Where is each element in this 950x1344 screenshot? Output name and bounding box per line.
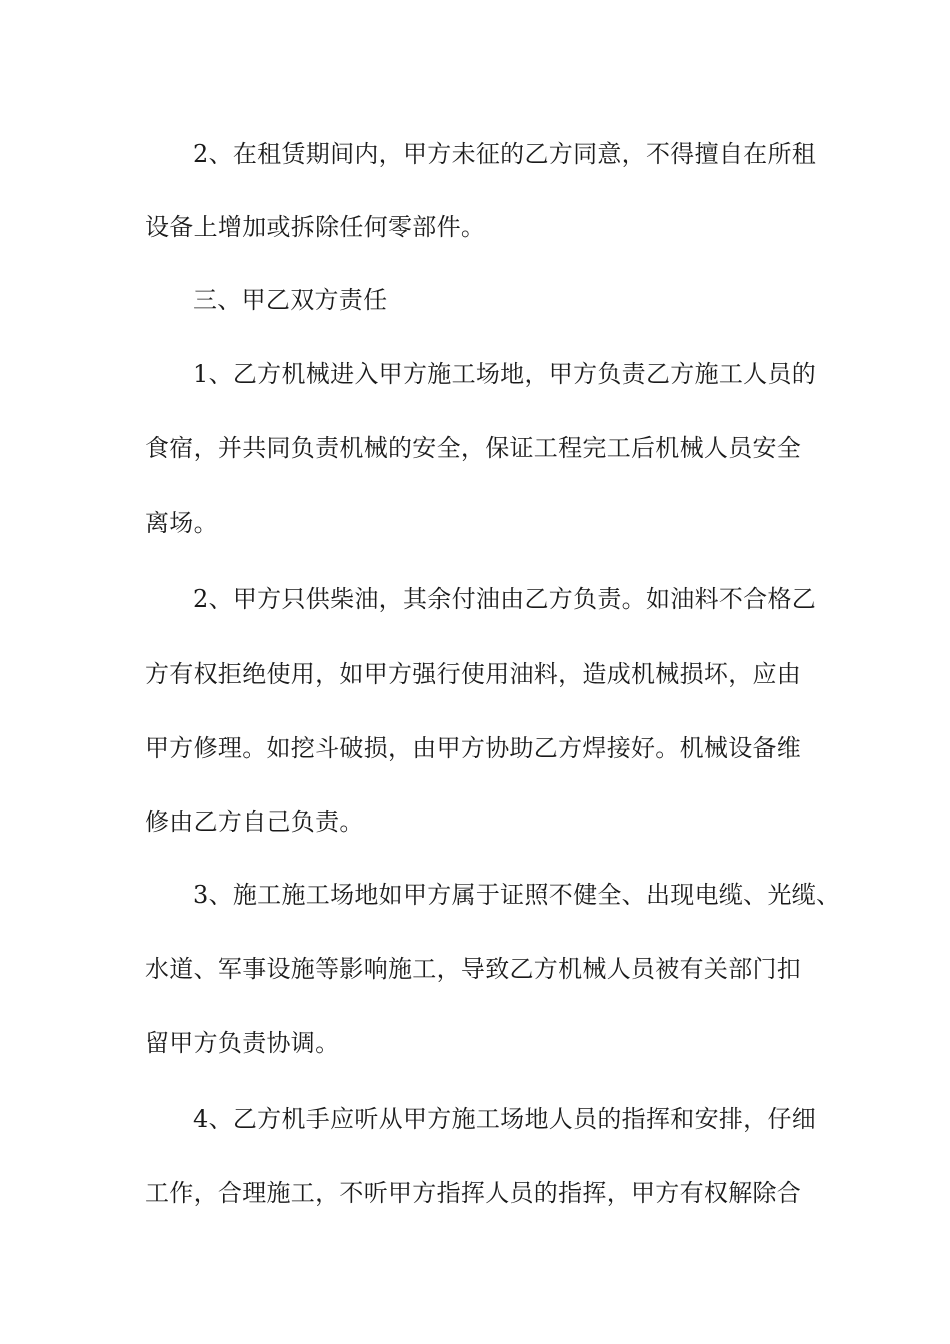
paragraph-5-line-2: 工作，合理施工，不听甲方指挥人员的指挥，甲方有权解除合 (145, 1179, 802, 1207)
paragraph-2-line-3: 离场。 (145, 509, 218, 537)
paragraph-3-line-3: 甲方修理。如挖斗破损，由甲方协助乙方焊接好。机械设备维 (145, 734, 802, 762)
paragraph-1-line-1: 2、在租赁期间内，甲方未征的乙方同意，不得擅自在所租 (193, 140, 817, 168)
paragraph-5-line-1: 4、乙方机手应听从甲方施工场地人员的指挥和安排，仔细 (193, 1105, 817, 1133)
paragraph-4-line-1: 3、施工施工场地如甲方属于证照不健全、出现电缆、光缆、 (193, 881, 841, 909)
paragraph-3-line-2: 方有权拒绝使用，如甲方强行使用油料，造成机械损坏，应由 (145, 660, 802, 688)
paragraph-2-line-2: 食宿，并共同负责机械的安全，保证工程完工后机械人员安全 (145, 434, 802, 462)
paragraph-4-line-3: 留甲方负责协调。 (145, 1029, 340, 1057)
paragraph-1-line-2: 设备上增加或拆除任何零部件。 (145, 213, 486, 241)
section-heading: 三、甲乙双方责任 (193, 286, 388, 314)
paragraph-2-line-1: 1、乙方机械进入甲方施工场地，甲方负责乙方施工人员的 (193, 360, 817, 388)
paragraph-3-line-1: 2、甲方只供柴油，其余付油由乙方负责。如油料不合格乙 (193, 585, 817, 613)
paragraph-4-line-2: 水道、军事设施等影响施工，导致乙方机械人员被有关部门扣 (145, 955, 802, 983)
paragraph-3-line-4: 修由乙方自己负责。 (145, 808, 364, 836)
